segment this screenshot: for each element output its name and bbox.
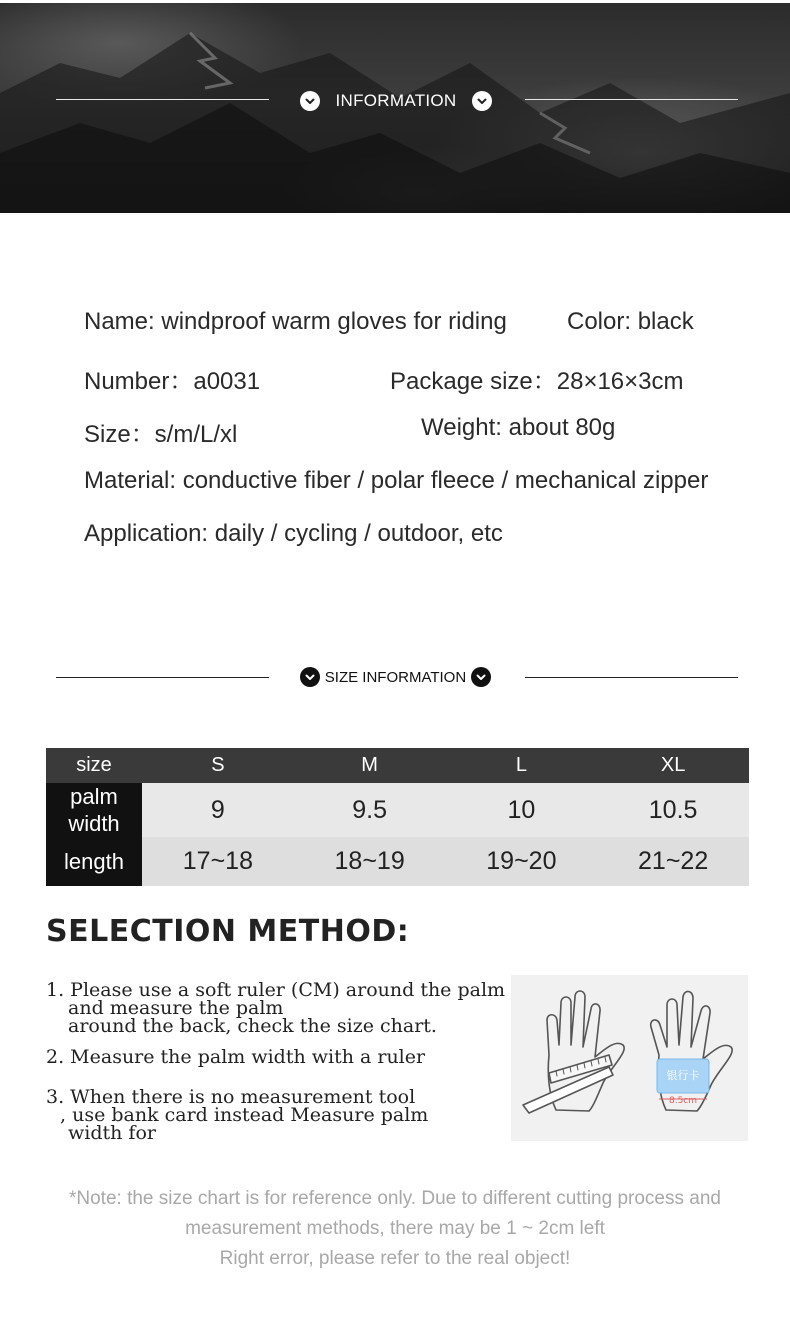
table-corner-header: size [76, 754, 112, 776]
table-cell: 21~22 [638, 847, 709, 875]
note-line-1: *Note: the size chart is for reference only. Due to different cutting process and [69, 1188, 721, 1209]
info-package-size: Package size：28×16×3cm [390, 368, 684, 395]
header-banner [0, 3, 790, 213]
note-line-2: measurement methods, there may be 1 ~ 2cm left [185, 1218, 605, 1239]
step-1 [46, 981, 505, 1035]
info-color: Color: black [567, 308, 694, 335]
step-2 [46, 1048, 425, 1066]
hand-ruler-icon [523, 991, 624, 1113]
step-line: 1. Please use a soft ruler (CM) around the palm [46, 979, 506, 1001]
table-cell: 18~19 [334, 847, 405, 875]
size-section-title: SIZE INFORMATION [324, 668, 467, 686]
table-cell: 9 [210, 795, 225, 824]
banner-heading [300, 89, 492, 113]
chevron-down-icon [300, 667, 320, 687]
banner-divider-left [56, 99, 269, 100]
chevron-down-icon [471, 667, 491, 687]
info-name: Name: windproof warm gloves for riding [84, 308, 507, 335]
column-header-m: M [361, 754, 378, 776]
row-header-line: palm [70, 784, 118, 809]
step-line: 3. When there is no measurement tool [46, 1086, 416, 1108]
chevron-down-icon [300, 91, 320, 111]
card-measure-text: 8.5cm [668, 1096, 698, 1106]
info-size: Size：s/m/L/xl [84, 421, 238, 448]
row-header-length: length [46, 837, 142, 886]
step-line: , use bank card instead Measure palm [60, 1104, 429, 1126]
table-row [46, 783, 749, 837]
size-divider-left [56, 677, 269, 678]
bank-card-label: 银行卡 [666, 1069, 700, 1082]
info-material: Material: conductive fiber / polar fleece / mechanical zipper [84, 467, 709, 494]
column-header-l: L [515, 754, 527, 776]
column-header-xl: XL [660, 754, 686, 776]
table-cell: 17~18 [182, 847, 253, 875]
size-chart-table [46, 748, 749, 886]
selection-method-heading: SELECTION METHOD: [46, 914, 410, 949]
chevron-down-icon [472, 91, 492, 111]
info-application: Application: daily / cycling / outdoor, etc [84, 520, 503, 547]
step-line: width for [68, 1122, 156, 1144]
step-line: and measure the palm [68, 997, 284, 1019]
size-divider-right [525, 677, 738, 678]
banner-title-text: INFORMATION [335, 91, 457, 110]
info-weight: Weight: about 80g [421, 414, 616, 441]
row-header-palm-width [46, 783, 142, 837]
note-line-3: Right error, please refer to the real object! [219, 1248, 571, 1269]
step-line: 2. Measure the palm width with a ruler [46, 1046, 426, 1068]
banner-divider-right [525, 99, 738, 100]
table-row [46, 837, 749, 886]
column-header-s: S [211, 754, 225, 776]
info-number: Number：a0031 [84, 368, 261, 395]
table-cell: 10.5 [648, 795, 698, 824]
hand-measurement-illustration [511, 975, 748, 1141]
table-cell: 19~20 [486, 847, 557, 875]
size-section-heading [300, 666, 491, 688]
row-header-line: width [68, 811, 120, 836]
table-header-row [46, 748, 749, 783]
table-cell: 10 [507, 795, 536, 824]
table-cell: 9.5 [352, 795, 387, 824]
step-line: around the back, check the size chart. [68, 1015, 437, 1037]
step-3 [46, 1088, 428, 1142]
